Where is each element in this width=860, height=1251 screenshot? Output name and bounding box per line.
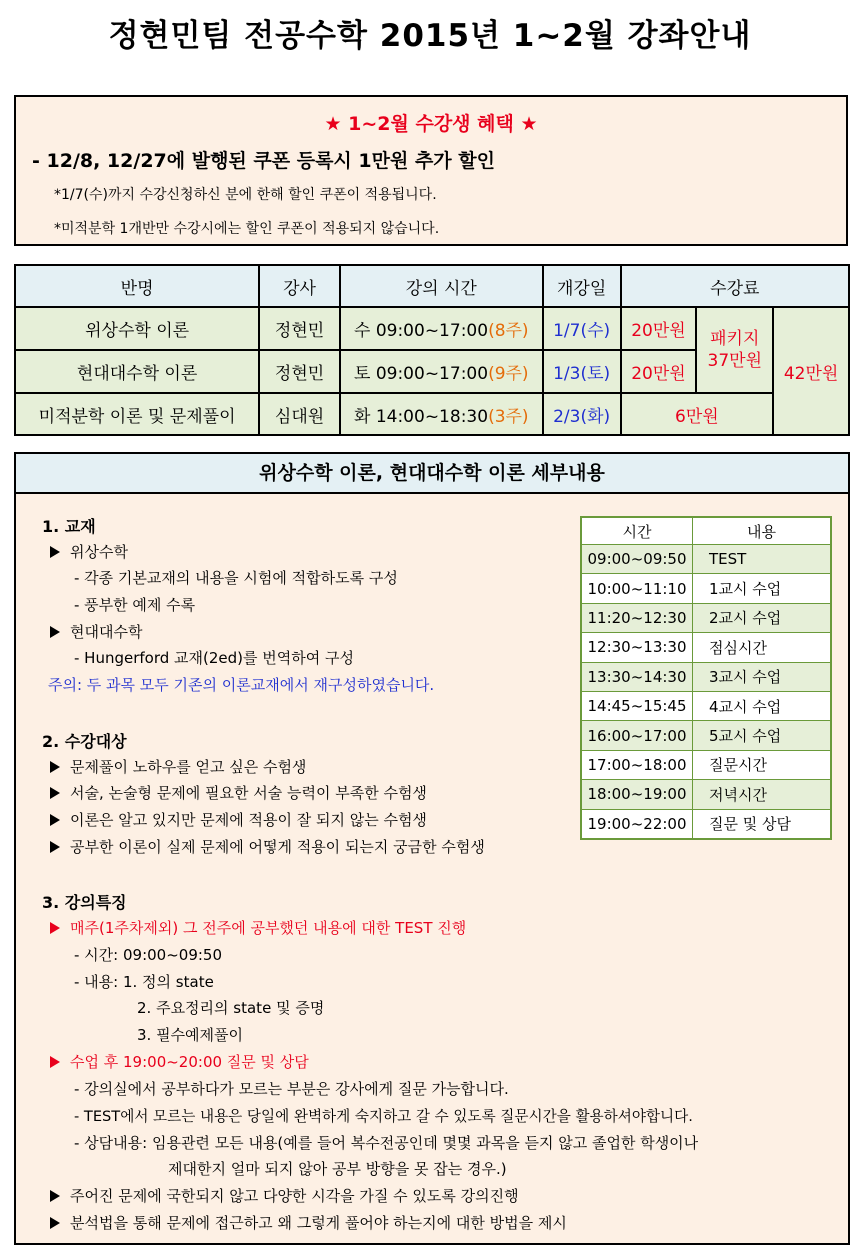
table-row <box>581 750 831 779</box>
table-row <box>581 662 831 691</box>
timetable-content: 5교시 수업 <box>693 721 832 750</box>
section-3-title: 3. 강의특징 <box>42 893 127 912</box>
list-item <box>50 756 306 777</box>
class-name: 현대대수학 이론 <box>15 350 259 393</box>
triangle-bullet-icon <box>50 787 60 799</box>
bullet-text: 위상수학 <box>70 543 128 561</box>
sub-item: - 시간: 09:00~09:50 <box>74 946 223 964</box>
list-item <box>50 1185 519 1206</box>
lecture-time <box>340 350 543 393</box>
sub-item: - 각종 기본교재의 내용을 시험에 적합하도록 구성 <box>74 569 398 587</box>
promo-box <box>14 95 848 246</box>
sub-item: - 내용: 1. 정의 state <box>74 973 214 991</box>
schedule-header-row <box>15 265 849 307</box>
timetable-content: 질문시간 <box>693 750 832 779</box>
timetable-content: TEST <box>693 545 832 574</box>
table-row <box>581 574 831 603</box>
daily-timetable <box>580 516 832 840</box>
table-row <box>581 780 831 809</box>
promo-heading: ★ 1~2월 수강생 혜택 ★ <box>324 113 538 135</box>
timetable-content: 저녁시간 <box>693 780 832 809</box>
table-row <box>581 545 831 574</box>
table-row <box>15 307 849 350</box>
section-2-title: 2. 수강대상 <box>42 732 127 751</box>
teacher-name: 심대원 <box>259 393 340 435</box>
triangle-bullet-icon <box>50 922 60 934</box>
lecture-time-text: 화 14:00~18:30 <box>354 406 489 427</box>
bullet-text: 매주(1주차제외) 그 전주에 공부했던 내용에 대한 TEST 진행 <box>70 919 467 937</box>
triangle-bullet-icon <box>50 546 60 558</box>
start-date: 1/3(토) <box>543 350 621 393</box>
timetable-time: 17:00~18:00 <box>581 750 693 779</box>
detail-heading: 위상수학 이론, 현대대수학 이론 세부내용 <box>16 454 848 494</box>
lecture-weeks: (9주) <box>488 364 529 384</box>
schedule-header-teacher: 강사 <box>259 265 340 307</box>
bullet-text: 분석법을 통해 문제에 접근하고 왜 그렇게 풀어야 하는지에 대한 방법을 제시 <box>70 1214 567 1232</box>
timetable-time: 10:00~11:10 <box>581 574 693 603</box>
triangle-bullet-icon <box>50 626 60 638</box>
timetable-time: 19:00~22:00 <box>581 809 693 839</box>
timetable-content: 3교시 수업 <box>693 662 832 691</box>
lecture-weeks: (3주) <box>488 406 529 427</box>
section-1-note: 주의: 두 과목 모두 기존의 이론교재에서 재구성하였습니다. <box>48 676 435 694</box>
bullet-text: 이론은 알고 있지만 문제에 적용이 잘 되지 않는 수험생 <box>70 811 427 829</box>
list-item <box>50 917 466 938</box>
table-row <box>581 603 831 632</box>
detail-box <box>14 452 850 1245</box>
list-item <box>50 541 128 562</box>
sub-item: - Hungerford 교재(2ed)를 번역하여 구성 <box>74 649 354 667</box>
timetable-header-content: 내용 <box>693 517 832 545</box>
timetable-header-time: 시간 <box>581 517 693 545</box>
list-item <box>50 621 142 642</box>
sub-item: - TEST에서 모르는 내용은 당일에 완벽하게 숙지하고 갈 수 있도록 질문시간을 활용하셔야합니다. <box>74 1108 693 1125</box>
timetable-time: 09:00~09:50 <box>581 545 693 574</box>
total-fee: 42만원 <box>773 307 849 435</box>
table-row <box>581 809 831 839</box>
timetable-content: 질문 및 상담 <box>693 809 832 839</box>
schedule-header-fee: 수강료 <box>621 265 849 307</box>
bullet-text: 서술, 논술형 문제에 필요한 서술 능력이 부족한 수험생 <box>70 784 427 802</box>
package-label: 패키지 <box>710 329 760 349</box>
section-1-title: 1. 교재 <box>42 517 96 536</box>
list-item <box>50 809 427 830</box>
timetable-time: 14:45~15:45 <box>581 691 693 720</box>
lecture-weeks: (8주) <box>488 321 529 341</box>
sub-item: 제대한지 얼마 되지 않아 공부 방향을 못 잡는 경우.) <box>168 1160 507 1178</box>
sub-item: - 상담내용: 임용관련 모든 내용(예를 들어 복수전공인데 몇몇 과목을 듣지 않고 졸업한 학생이나 <box>74 1134 699 1152</box>
list-item <box>50 782 427 803</box>
timetable-time: 18:00~19:00 <box>581 780 693 809</box>
triangle-bullet-icon <box>50 761 60 773</box>
lecture-time <box>340 393 543 435</box>
promo-note-2: *미적분학 1개반만 수강시에는 할인 쿠폰이 적용되지 않습니다. <box>54 221 440 237</box>
fee: 6만원 <box>621 393 774 435</box>
promo-main-text: - 12/8, 12/27에 발행된 쿠폰 등록시 1만원 추가 할인 <box>32 150 495 172</box>
schedule-header-start: 개강일 <box>543 265 621 307</box>
table-row <box>581 691 831 720</box>
list-item <box>50 1051 309 1072</box>
bullet-text: 문제풀이 노하우를 얻고 싶은 수험생 <box>70 758 307 776</box>
timetable-content: 2교시 수업 <box>693 603 832 632</box>
timetable-time: 16:00~17:00 <box>581 721 693 750</box>
page-title: 정현민팀 전공수학 2015년 1~2월 강좌안내 <box>108 18 752 54</box>
timetable-time: 12:30~13:30 <box>581 633 693 662</box>
schedule-header-class: 반명 <box>15 265 259 307</box>
table-row <box>15 393 849 435</box>
triangle-bullet-icon <box>50 841 60 853</box>
lecture-time <box>340 307 543 350</box>
fee: 20만원 <box>621 307 697 350</box>
list-item <box>50 1212 567 1233</box>
sub-item: - 강의실에서 공부하다가 모르는 부분은 강사에게 질문 가능합니다. <box>74 1080 509 1098</box>
timetable-content: 4교시 수업 <box>693 691 832 720</box>
table-row <box>581 721 831 750</box>
sub-item: - 풍부한 예제 수록 <box>74 596 196 614</box>
triangle-bullet-icon <box>50 1056 60 1068</box>
triangle-bullet-icon <box>50 1190 60 1202</box>
timetable-time: 11:20~12:30 <box>581 603 693 632</box>
triangle-bullet-icon <box>50 1217 60 1229</box>
timetable-content: 1교시 수업 <box>693 574 832 603</box>
package-fee: 37만원 <box>707 351 763 371</box>
timetable-header-row <box>581 517 831 545</box>
schedule-table <box>14 264 850 436</box>
bullet-text: 주어진 문제에 국한되지 않고 다양한 시각을 가질 수 있도록 강의진행 <box>70 1187 519 1205</box>
list-item <box>50 836 485 857</box>
start-date: 2/3(화) <box>543 393 621 435</box>
bullet-text: 현대대수학 <box>70 623 143 641</box>
lecture-time-text: 토 09:00~17:00 <box>354 364 489 384</box>
fee: 20만원 <box>621 350 697 393</box>
start-date: 1/7(수) <box>543 307 621 350</box>
package-cell <box>696 307 773 393</box>
table-row <box>581 633 831 662</box>
sub-item: 3. 필수예제풀이 <box>137 1026 244 1044</box>
triangle-bullet-icon <box>50 814 60 826</box>
promo-note-1: *1/7(수)까지 수강신청하신 분에 한해 할인 쿠폰이 적용됩니다. <box>54 187 437 203</box>
teacher-name: 정현민 <box>259 307 340 350</box>
bullet-text: 수업 후 19:00~20:00 질문 및 상담 <box>70 1053 309 1071</box>
schedule-header-time: 강의 시간 <box>340 265 543 307</box>
class-name: 미적분학 이론 및 문제풀이 <box>15 393 259 435</box>
class-name: 위상수학 이론 <box>15 307 259 350</box>
teacher-name: 정현민 <box>259 350 340 393</box>
timetable-time: 13:30~14:30 <box>581 662 693 691</box>
bullet-text: 공부한 이론이 실제 문제에 어떻게 적용이 되는지 궁금한 수험생 <box>70 838 485 856</box>
sub-item: 2. 주요정리의 state 및 증명 <box>137 999 325 1017</box>
lecture-time-text: 수 09:00~17:00 <box>354 321 489 341</box>
timetable-content: 점심시간 <box>693 633 832 662</box>
